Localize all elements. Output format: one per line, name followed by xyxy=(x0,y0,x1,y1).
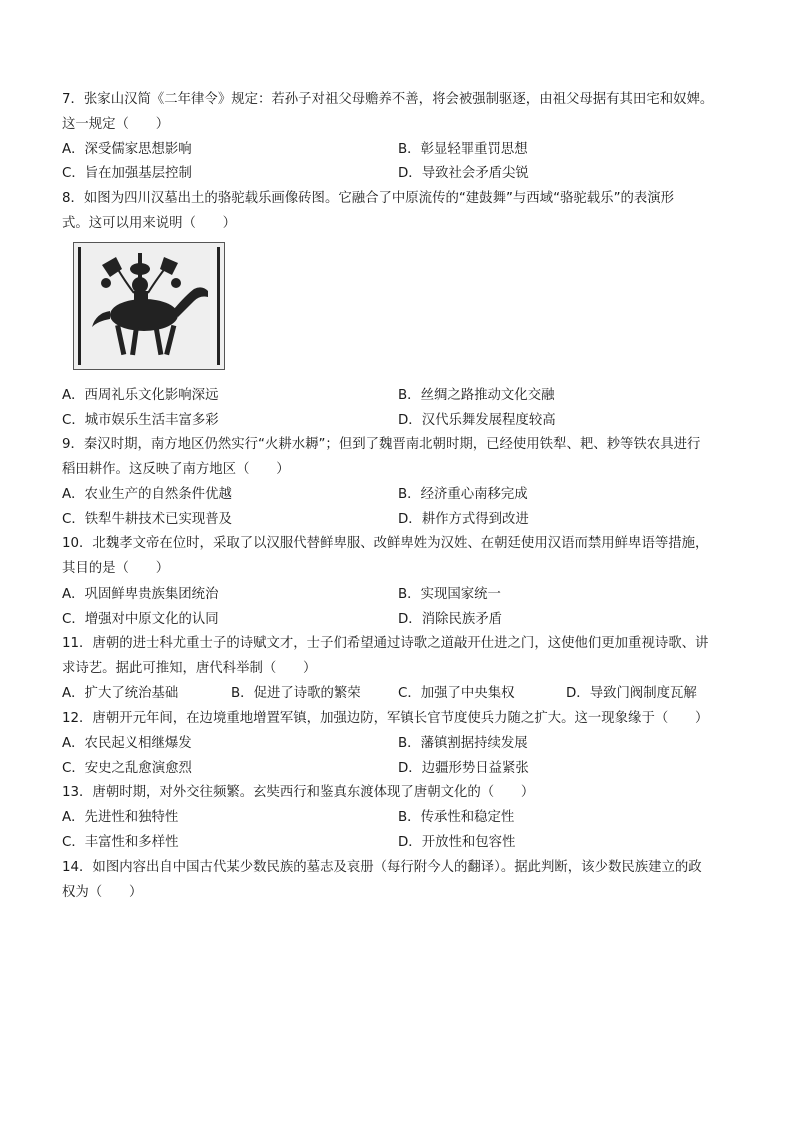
q7-stem-line1: 7．张家山汉简《二年律令》规定：若孙子对祖父母赡养不善，将会被强制驱逐，由祖父母据有其田宅和奴婢。 xyxy=(62,92,714,107)
q11-stem-line2: 求诗艺。据此可推知，唐代科举制（ ） xyxy=(62,661,317,676)
q12-option-d: D．边疆形势日益紧张 xyxy=(398,761,529,776)
q9-option-c: C．铁犁牛耕技术已实现普及 xyxy=(62,512,233,527)
q8-option-d: D．汉代乐舞发展程度较高 xyxy=(398,413,556,428)
q13-option-c: C．丰富性和多样性 xyxy=(62,835,179,850)
q13-option-d: D．开放性和包容性 xyxy=(398,835,516,850)
q9-option-b: B．经济重心南移完成 xyxy=(398,487,528,502)
q10-stem-line2: 其目的是（ ） xyxy=(62,561,170,576)
q7-stem-line2: 这一规定（ ） xyxy=(62,117,170,132)
q8-option-b: B．丝绸之路推动文化交融 xyxy=(398,388,555,403)
q7-option-c: C．旨在加强基层控制 xyxy=(62,166,192,181)
q11-option-d: D．导致门阀制度瓦解 xyxy=(566,686,697,701)
q9-stem-line1: 9．秦汉时期，南方地区仍然实行“火耕水耨”；但到了魏晋南北朝时期，已经使用铁犁、耙、耖等铁农具进行 xyxy=(62,437,701,452)
q14-stem-line2: 权为（ ） xyxy=(62,885,143,900)
q12-option-b: B．藩镇割据持续发展 xyxy=(398,736,528,751)
q10-option-b: B．实现国家统一 xyxy=(398,587,501,602)
q13-option-b: B．传承性和稳定性 xyxy=(398,810,515,825)
q11-option-b: B．促进了诗歌的繁荣 xyxy=(231,686,361,701)
q8-stem-line1: 8．如图为四川汉墓出土的骆驼载乐画像砖图。它融合了中原流传的“建鼓舞”与西域“骆驼载乐”的表演形 xyxy=(62,191,675,206)
q7-option-d: D．导致社会矛盾尖锐 xyxy=(398,166,529,181)
q13-option-a: A．先进性和独特性 xyxy=(62,810,179,825)
q10-option-c: C．增强对中原文化的认同 xyxy=(62,612,219,627)
q7-option-b: B．彰显轻罪重罚思想 xyxy=(398,142,528,157)
q9-option-d: D．耕作方式得到改进 xyxy=(398,512,529,527)
q9-option-a: A．农业生产的自然条件优越 xyxy=(62,487,232,502)
camel-music-brick-image xyxy=(73,242,225,370)
q12-stem-line1: 12．唐朝开元年间，在边境重地增置军镇，加强边防，军镇长官节度使兵力随之扩大。这一现象缘于（ ） xyxy=(62,711,709,726)
q8-stem-line2: 式。这可以用来说明（ ） xyxy=(62,216,237,231)
q10-stem-line1: 10．北魏孝文帝在位时，采取了以汉服代替鲜卑服、改鲜卑姓为汉姓、在朝廷使用汉语而禁用鲜卑语等措施， xyxy=(62,536,709,551)
q8-option-c: C．城市娱乐生活丰富多彩 xyxy=(62,413,219,428)
q10-option-a: A．巩固鲜卑贵族集团统治 xyxy=(62,587,219,602)
camel-music-icon xyxy=(74,243,224,369)
q11-stem-line1: 11．唐朝的进士科尤重士子的诗赋文才，士子们希望通过诗歌之道敲开仕进之门，这使他们更加重视诗歌、讲 xyxy=(62,636,709,651)
q14-stem-line1: 14．如图内容出自中国古代某少数民族的墓志及哀册（每行附今人的翻译）。据此判断，该少数民族建立的政 xyxy=(62,860,702,875)
q13-stem-line1: 13．唐朝时期，对外交往频繁。玄奘西行和鉴真东渡体现了唐朝文化的（ ） xyxy=(62,785,535,800)
q7-option-a: A．深受儒家思想影响 xyxy=(62,142,192,157)
q12-option-c: C．安史之乱愈演愈烈 xyxy=(62,761,192,776)
q8-option-a: A．西周礼乐文化影响深远 xyxy=(62,388,219,403)
q12-option-a: A．农民起义相继爆发 xyxy=(62,736,192,751)
q9-stem-line2: 稻田耕作。这反映了南方地区（ ） xyxy=(62,462,290,477)
q11-option-c: C．加强了中央集权 xyxy=(398,686,515,701)
q10-option-d: D．消除民族矛盾 xyxy=(398,612,503,627)
q11-option-a: A．扩大了统治基础 xyxy=(62,686,179,701)
